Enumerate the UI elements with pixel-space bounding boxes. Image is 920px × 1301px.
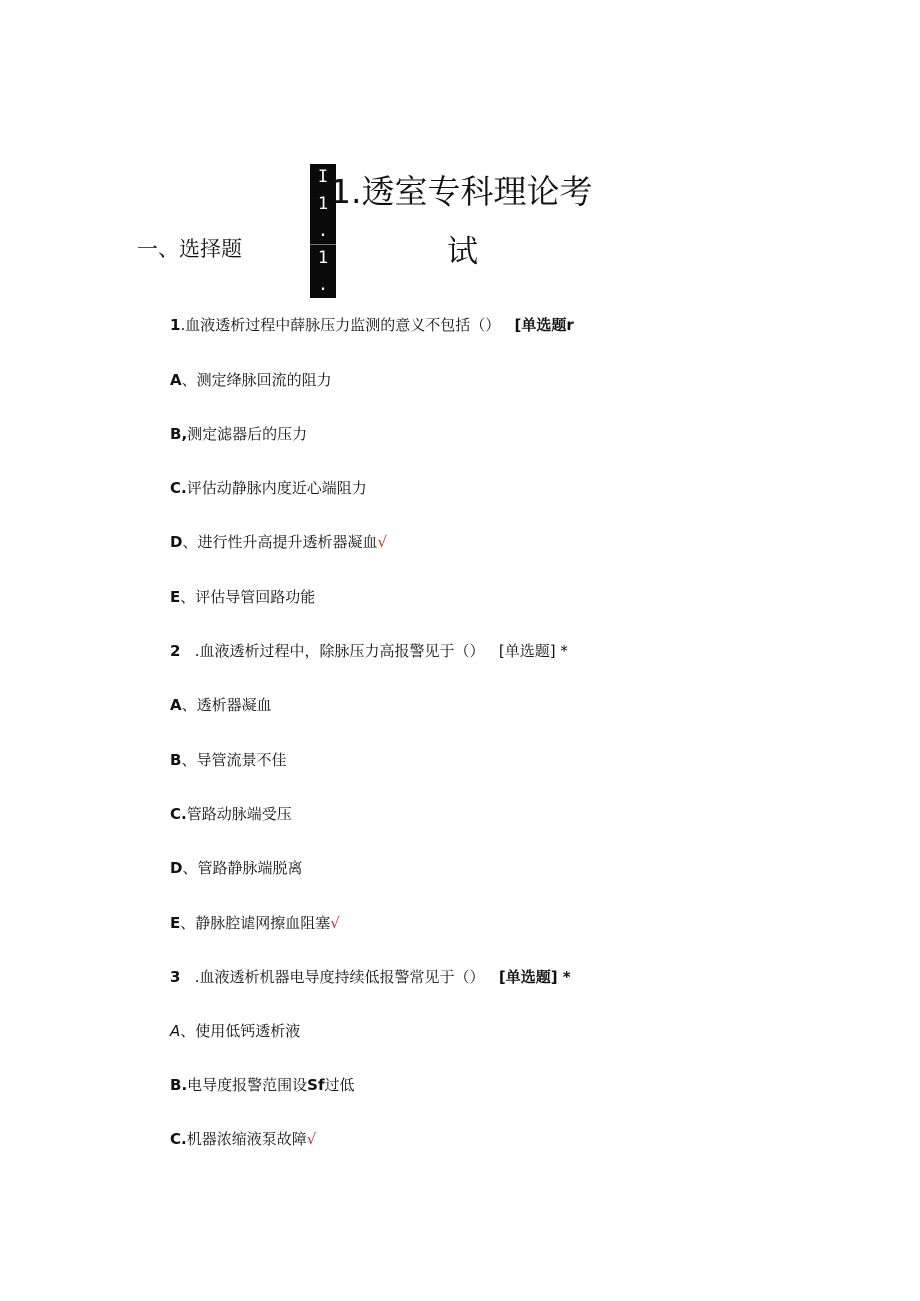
option-letter: B: [170, 751, 182, 769]
question-tag: [单选题r: [514, 316, 574, 334]
option-separator: .: [181, 1130, 187, 1148]
option-letter: A: [170, 696, 182, 714]
section-heading: 一、选择题: [137, 237, 242, 261]
bar-glyph: 1: [310, 244, 336, 272]
option-text: 评估导管回路功能: [195, 588, 316, 606]
option-text: 进行性升高提升透析器凝血: [197, 533, 378, 551]
option-text: 测定绛脉回流的阻力: [196, 371, 332, 389]
option-letter: B: [170, 425, 182, 443]
option-letter: C: [170, 805, 182, 823]
correct-check-icon: √: [306, 1130, 317, 1148]
option-text: 静脉腔谑网擦血阻塞: [195, 914, 331, 932]
question-2: [170, 640, 568, 661]
option-text: 电导度报警范围设: [187, 1076, 308, 1094]
option-text: 机器浓缩液泵故障: [186, 1130, 307, 1148]
option-row[interactable]: [170, 857, 302, 878]
option-row[interactable]: [170, 694, 272, 715]
option-separator: 、: [182, 859, 198, 877]
option-separator: ,: [181, 425, 188, 443]
option-text: 管路动脉端受压: [186, 805, 292, 823]
question-text: .血液透析过程中薛脉压力监测的意义不包括（）: [180, 316, 501, 334]
option-separator: 、: [180, 1022, 196, 1040]
option-separator: 、: [181, 696, 197, 714]
option-letter: A: [170, 1022, 181, 1040]
option-letter: C: [170, 1130, 182, 1148]
option-separator: 、: [182, 533, 198, 551]
option-letter: E: [170, 914, 181, 932]
option-row[interactable]: [170, 749, 286, 770]
question-tag: [单选题] *: [498, 968, 571, 986]
bar-glyph: .: [317, 275, 329, 296]
correct-check-icon: √: [377, 533, 388, 551]
option-row[interactable]: [170, 369, 332, 390]
option-separator: .: [181, 805, 187, 823]
bar-glyph: 1: [317, 193, 329, 214]
question-number: 3: [170, 968, 181, 986]
option-row[interactable]: [170, 1128, 316, 1149]
question-text: .血液透析机器电导度持续低报警常见于（）: [194, 968, 485, 986]
question-1: [170, 314, 574, 335]
option-letter: B: [170, 1076, 182, 1094]
question-text: .血液透析过程中，除脉压力高报警见于（）: [194, 642, 485, 660]
option-row[interactable]: [170, 912, 340, 933]
option-letter: C: [170, 479, 182, 497]
question-number: 2: [170, 642, 181, 660]
option-text: 导管流景不佳: [196, 751, 287, 769]
question-number: 1: [170, 316, 181, 334]
option-text: 使用低钙透析液: [195, 1022, 301, 1040]
page-title-line1: 1.透室专科理论考: [330, 172, 593, 211]
option-text-tail: 过低: [324, 1076, 355, 1094]
option-separator: 、: [180, 588, 196, 606]
option-text-bold-part: Sf: [307, 1076, 325, 1094]
option-letter: E: [170, 588, 181, 606]
option-letter: D: [170, 859, 183, 877]
option-row[interactable]: [170, 477, 367, 498]
option-separator: 、: [180, 914, 196, 932]
bar-glyph: .: [317, 220, 329, 241]
option-text: 管路静脉端脱离: [197, 859, 303, 877]
option-separator: 、: [181, 751, 197, 769]
option-row[interactable]: [170, 1020, 300, 1041]
option-separator: 、: [181, 371, 197, 389]
option-row[interactable]: [170, 1074, 355, 1095]
option-row[interactable]: [170, 586, 315, 607]
option-separator: .: [181, 1076, 188, 1094]
option-row[interactable]: [170, 803, 292, 824]
question-tag: [单选题] *: [498, 642, 568, 660]
option-row[interactable]: [170, 531, 387, 552]
question-3: [170, 966, 571, 987]
option-text: 测定滤器后的压力: [187, 425, 308, 443]
correct-check-icon: √: [330, 914, 340, 932]
option-letter: A: [170, 371, 182, 389]
option-separator: .: [181, 479, 187, 497]
option-letter: D: [170, 533, 183, 551]
option-row[interactable]: [170, 423, 307, 444]
option-text: 评估动静脉内度近心端阻力: [186, 479, 367, 497]
page-title-line2: 试: [447, 234, 478, 270]
bar-glyph: I: [317, 167, 329, 187]
option-text: 透析器凝血: [196, 696, 272, 714]
